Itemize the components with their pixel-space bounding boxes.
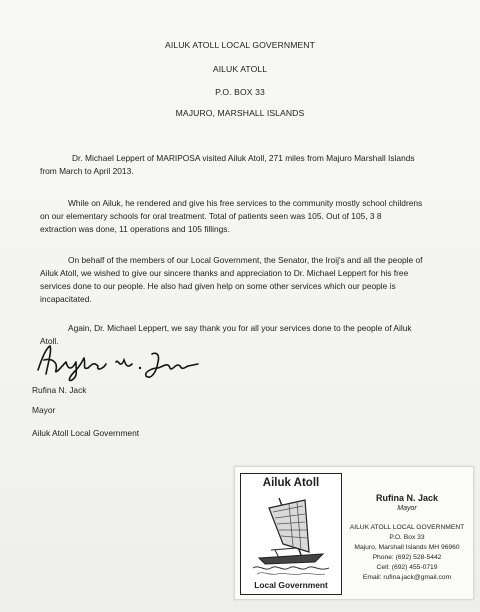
signer-name: Rufina N. Jack xyxy=(32,385,87,395)
card-organization: AILUK ATOLL LOCAL GOVERNMENT xyxy=(349,524,465,531)
signer-organization: Ailuk Atoll Local Government xyxy=(32,428,140,438)
card-po-box: P.O. Box 33 xyxy=(389,534,425,541)
paragraph-4-line-1: Again, Dr. Michael Leppert, we say thank you for all your services done to the people of Ailuk xyxy=(68,323,412,333)
paragraph-1-line-1: Dr. Michael Leppert of MARIPOSA visited Ailuk Atoll, 271 miles from Majuro Marshall Islands xyxy=(72,153,415,163)
header-po-box: P.O. BOX 33 xyxy=(215,87,265,97)
card-address: Majuro, Marshall Islands MH 96960 xyxy=(354,544,460,551)
card-phone: Phone: (692) 528-5442 xyxy=(372,554,442,561)
header-org-name: AILUK ATOLL LOCAL GOVERNMENT xyxy=(165,40,315,50)
handwritten-signature xyxy=(32,340,202,384)
logo-footer: Local Government xyxy=(254,580,328,590)
logo-title: Ailuk Atoll xyxy=(262,477,320,489)
card-title: Mayor xyxy=(397,505,417,512)
paragraph-2-line-1: While on Ailuk, he rendered and give his free services to the community mostly school childrens xyxy=(68,198,423,208)
paragraph-3-line-4: incapacitated. xyxy=(40,294,92,304)
signer-title: Mayor xyxy=(32,405,56,415)
card-name: Rufina N. Jack xyxy=(375,493,439,503)
business-card xyxy=(234,466,474,600)
sailing-canoe-icon xyxy=(249,492,333,578)
paragraph-4-line-2: Atoll. xyxy=(40,336,59,346)
paragraph-3-line-1: On behalf of the members of our Local Government, the Senator, the Iroij's and all the people of xyxy=(68,255,423,265)
header-location: MAJURO, MARSHALL ISLANDS xyxy=(175,108,305,118)
paragraph-2-line-2: on our elementary schools for oral treatment. Total of patients seen was 105. Out of 105, 3 8 xyxy=(40,211,382,221)
paragraph-3-line-2: Ailuk Atoll, we wished to give our sincere thanks and appreciation to Dr. Michael Leppert for his free xyxy=(40,268,409,278)
header-atoll: AILUK ATOLL xyxy=(212,64,268,74)
government-logo xyxy=(240,473,342,595)
paragraph-2-line-3: extraction was done, 11 operations and 105 fillings. xyxy=(40,224,230,234)
paragraph-3-line-3: services done to our people. He also had given help on some other services which our people is xyxy=(40,281,396,291)
card-cell: Cell: (692) 455-0719 xyxy=(376,564,438,571)
paragraph-1-line-2: from March to April 2013. xyxy=(40,166,134,176)
card-email: Email: rufina.jack@gmail.com xyxy=(362,574,452,581)
